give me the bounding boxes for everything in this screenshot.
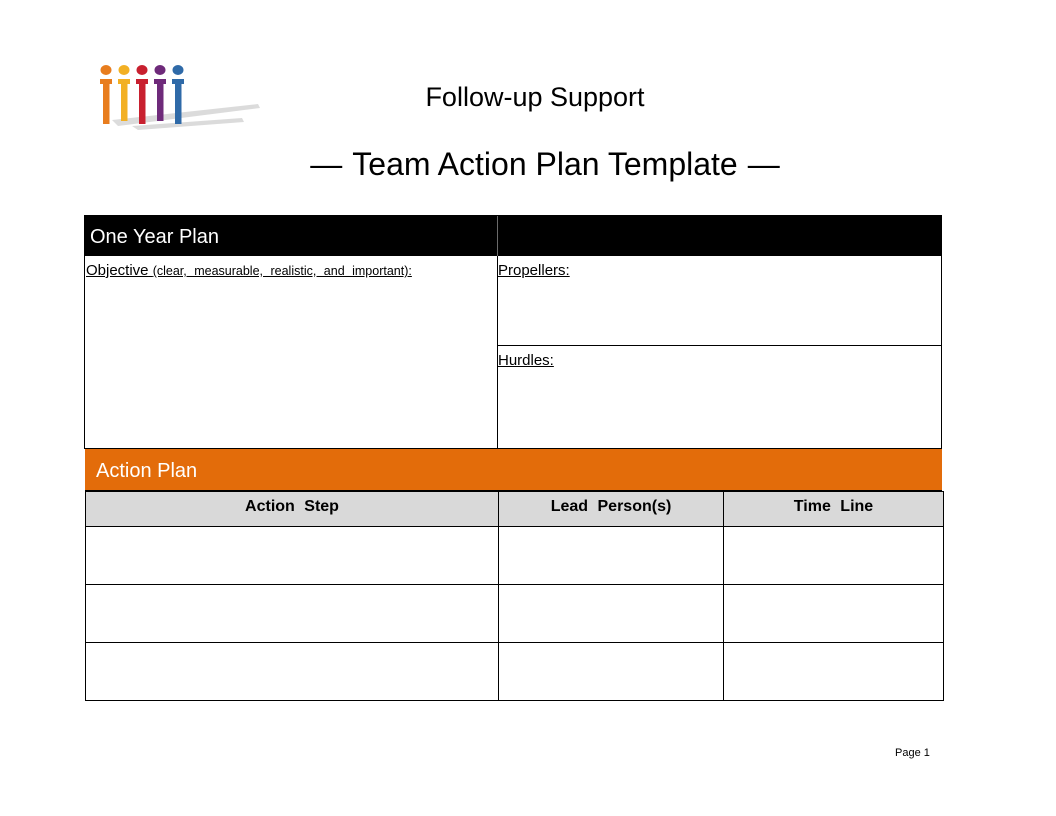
objective-label <box>86 262 412 280</box>
column-header-lead-persons: Lead Person(s) <box>499 492 724 527</box>
time-line-cell[interactable] <box>724 527 944 585</box>
objective-hint: (clear, measurable, realistic, and important): <box>152 264 412 278</box>
page-subtitle: Follow-up Support <box>425 82 645 112</box>
logo-figure-head <box>155 65 166 75</box>
title-dash-right: — <box>747 146 780 182</box>
time-line-cell[interactable] <box>724 585 944 643</box>
one-year-plan-header-left <box>85 216 498 256</box>
column-header-time-line: Time Line <box>724 492 944 527</box>
title-dash-left: — <box>310 146 343 182</box>
action-plan-table <box>85 491 944 701</box>
table-row <box>86 643 944 701</box>
lead-person-cell[interactable] <box>499 585 724 643</box>
title-text: Team Action Plan Template <box>352 146 738 182</box>
column-header-action-step: Action Step <box>86 492 499 527</box>
action-step-cell[interactable] <box>86 643 499 701</box>
action-step-cell[interactable] <box>86 527 499 585</box>
objective-label-text: Objective <box>86 262 149 279</box>
time-line-cell[interactable] <box>724 643 944 701</box>
action-step-cell[interactable] <box>86 585 499 643</box>
action-plan-header <box>85 449 942 491</box>
lead-person-cell[interactable] <box>499 643 724 701</box>
propellers-field[interactable] <box>498 256 941 346</box>
lead-person-cell[interactable] <box>499 527 724 585</box>
logo-figure-head <box>137 65 148 75</box>
objective-field[interactable] <box>85 256 498 448</box>
logo-figure-head <box>173 65 184 75</box>
table-row <box>86 585 944 643</box>
one-year-plan-title: One Year Plan <box>90 226 219 248</box>
hurdles-label: Hurdles: <box>498 352 554 369</box>
page-title <box>0 144 1056 184</box>
logo-figure-head <box>119 65 130 75</box>
action-plan-title: Action Plan <box>96 460 198 482</box>
hurdles-field[interactable] <box>498 346 941 448</box>
page-number: Page 1 <box>895 747 930 759</box>
one-year-plan-header <box>85 216 941 256</box>
action-plan-column-headers <box>86 492 944 527</box>
one-year-plan-section <box>84 215 942 449</box>
logo-figure-head <box>101 65 112 75</box>
table-row <box>86 527 944 585</box>
propellers-label: Propellers: <box>498 262 570 279</box>
